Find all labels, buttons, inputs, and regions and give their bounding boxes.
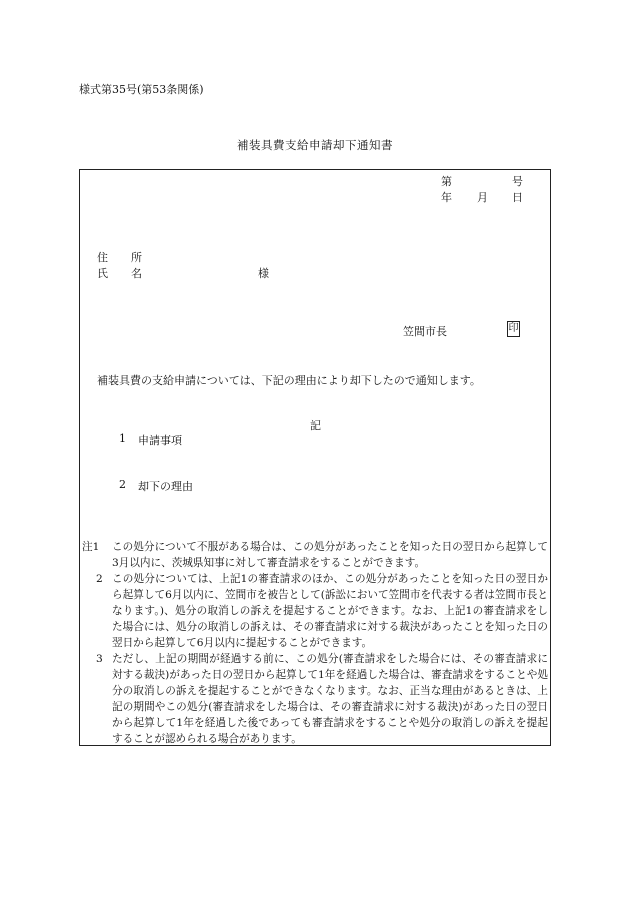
- note-1-number: 注1: [82, 541, 100, 553]
- form-number: 様式第35号(第53条関係): [79, 83, 204, 96]
- note-1: [82, 539, 548, 571]
- item-1-number: 1: [119, 432, 126, 445]
- ki-label: 記: [310, 419, 321, 432]
- issuer-name: 笠間市長: [403, 325, 447, 338]
- note-1-text: この処分について不服がある場合は、この処分があったことを知った日の翌日から起算して3月以内に、茨城県知事に対して審査請求をすることができます。: [112, 541, 548, 569]
- address-label-2: 所: [131, 251, 142, 264]
- note-2: [82, 571, 548, 651]
- note-3-number: 3: [96, 653, 103, 665]
- name-label-2: 名: [131, 267, 142, 280]
- body-text: 補装具費の支給申請については、下記の理由により却下したので通知します。: [97, 374, 481, 387]
- note-2-text: この処分については、上記1の審査請求のほか、この処分があったことを知った日の翌日から起算して6月以内に、笠間市を被告として(訴訟において笠間市を代表する者は笠間市長となります。)、処分の取消しの訴えを提起することができます。なお、上記1の審査請求をした場合には、処分の取消しの訴えは、その審査請求に対する裁決があったことを知った日の翌日から起算して6月以内に提起することができます。: [112, 573, 548, 649]
- seal-mark: 印: [507, 321, 520, 337]
- item-2-label: 却下の理由: [138, 480, 193, 493]
- year-label: 年: [441, 191, 452, 204]
- note-3-text: ただし、上記の期間が経過する前に、この処分(審査請求をした場合には、その審査請求に対する裁決)があった日の翌日から起算して1年を経過した場合は、審査請求をすることや処分の取消しの訴えを提起することができなくなります。なお、正当な理由があるときは、上記の期間やこの処分(審査請求をした場合は、その審査請求に対する裁決)があった日の翌日から起算して1年を経過した後であっても審査請求をすることや処分の取消しの訴えを提起することが認められる場合があります。: [112, 653, 548, 745]
- number-prefix: 第: [441, 175, 452, 188]
- note-3: [82, 651, 548, 747]
- document-title: 補装具費支給申請却下通知書: [237, 138, 393, 152]
- number-suffix: 号: [512, 175, 523, 188]
- day-label: 日: [512, 191, 523, 204]
- item-1-label: 申請事項: [138, 434, 182, 447]
- notes-section: [82, 539, 548, 747]
- item-2-number: 2: [119, 478, 126, 491]
- note-2-number: 2: [96, 573, 103, 585]
- name-label-1: 氏: [97, 267, 108, 280]
- address-label-1: 住: [97, 251, 108, 264]
- month-label: 月: [477, 191, 488, 204]
- honorific: 様: [258, 267, 269, 280]
